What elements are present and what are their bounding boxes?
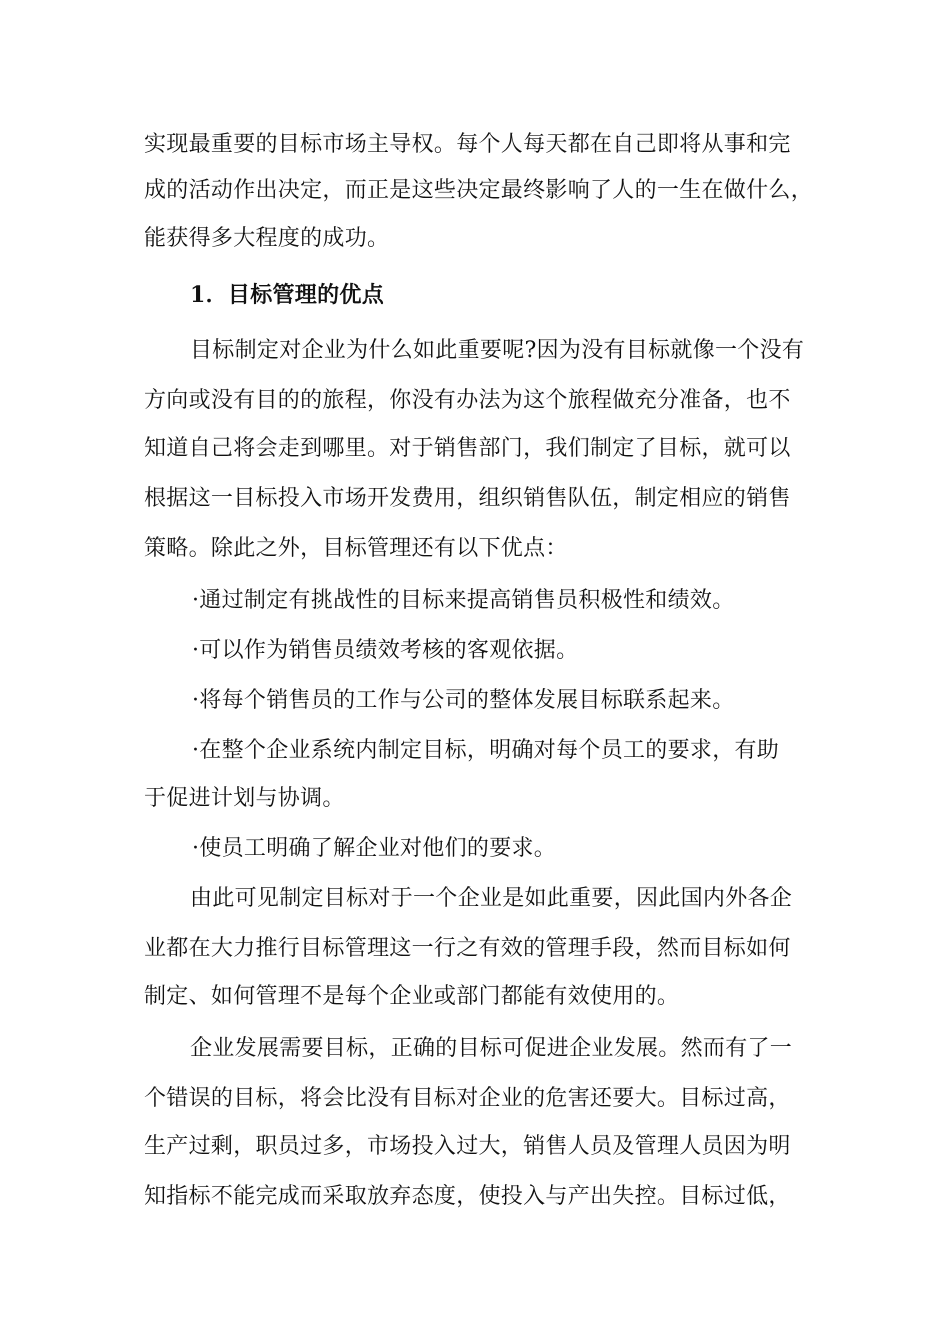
bullet-item: ·可以作为销售员绩效考核的客观依据。 [192, 638, 579, 663]
bullet-item-continuation: 于促进计划与协调。 [144, 786, 345, 811]
body-line: 根据这一目标投入市场开发费用，组织销售队伍，制定相应的销售 [144, 486, 791, 511]
body-line: 生产过剩，职员过多，市场投入过大，销售人员及管理人员因为明 [144, 1134, 791, 1159]
body-line: 实现最重要的目标市场主导权。每个人每天都在自己即将从事和完 [144, 132, 791, 157]
bullet-item: ·在整个企业系统内制定目标，明确对每个员工的要求，有助 [192, 738, 780, 763]
body-line: 业都在大力推行目标管理这一行之有效的管理手段，然而目标如何 [144, 936, 791, 961]
body-line: 企业发展需要目标，正确的目标可促进企业发展。然而有了一 [190, 1036, 793, 1061]
body-line: 知道自己将会走到哪里。对于销售部门，我们制定了目标，就可以 [144, 436, 791, 461]
body-line: 目标制定对企业为什么如此重要呢?因为没有目标就像一个没有 [190, 338, 805, 363]
body-line: 能获得多大程度的成功。 [144, 226, 390, 251]
body-line: 方向或没有目的的旅程，你没有办法为这个旅程做充分准备，也不 [144, 388, 791, 413]
body-line: 知指标不能完成而采取放弃态度，使投入与产出失控。目标过低， [144, 1184, 791, 1209]
bullet-item: ·使员工明确了解企业对他们的要求。 [192, 836, 557, 861]
body-line: 制定、如何管理不是每个企业或部门都能有效使用的。 [144, 984, 680, 1009]
body-line: 个错误的目标，将会比没有目标对企业的危害还要大。目标过高， [144, 1086, 791, 1111]
bullet-item: ·将每个销售员的工作与公司的整体发展目标联系起来。 [192, 688, 735, 713]
body-line: 由此可见制定目标对于一个企业是如此重要，因此国内外各企 [190, 886, 793, 911]
bullet-item: ·通过制定有挑战性的目标来提高销售员积极性和绩效。 [192, 588, 735, 613]
body-line: 策略。除此之外，目标管理还有以下优点： [144, 536, 568, 561]
body-line: 成的活动作出决定，而正是这些决定最终影响了人的一生在做什么， [144, 178, 814, 203]
section-heading: 1．目标管理的优点 [190, 282, 385, 308]
